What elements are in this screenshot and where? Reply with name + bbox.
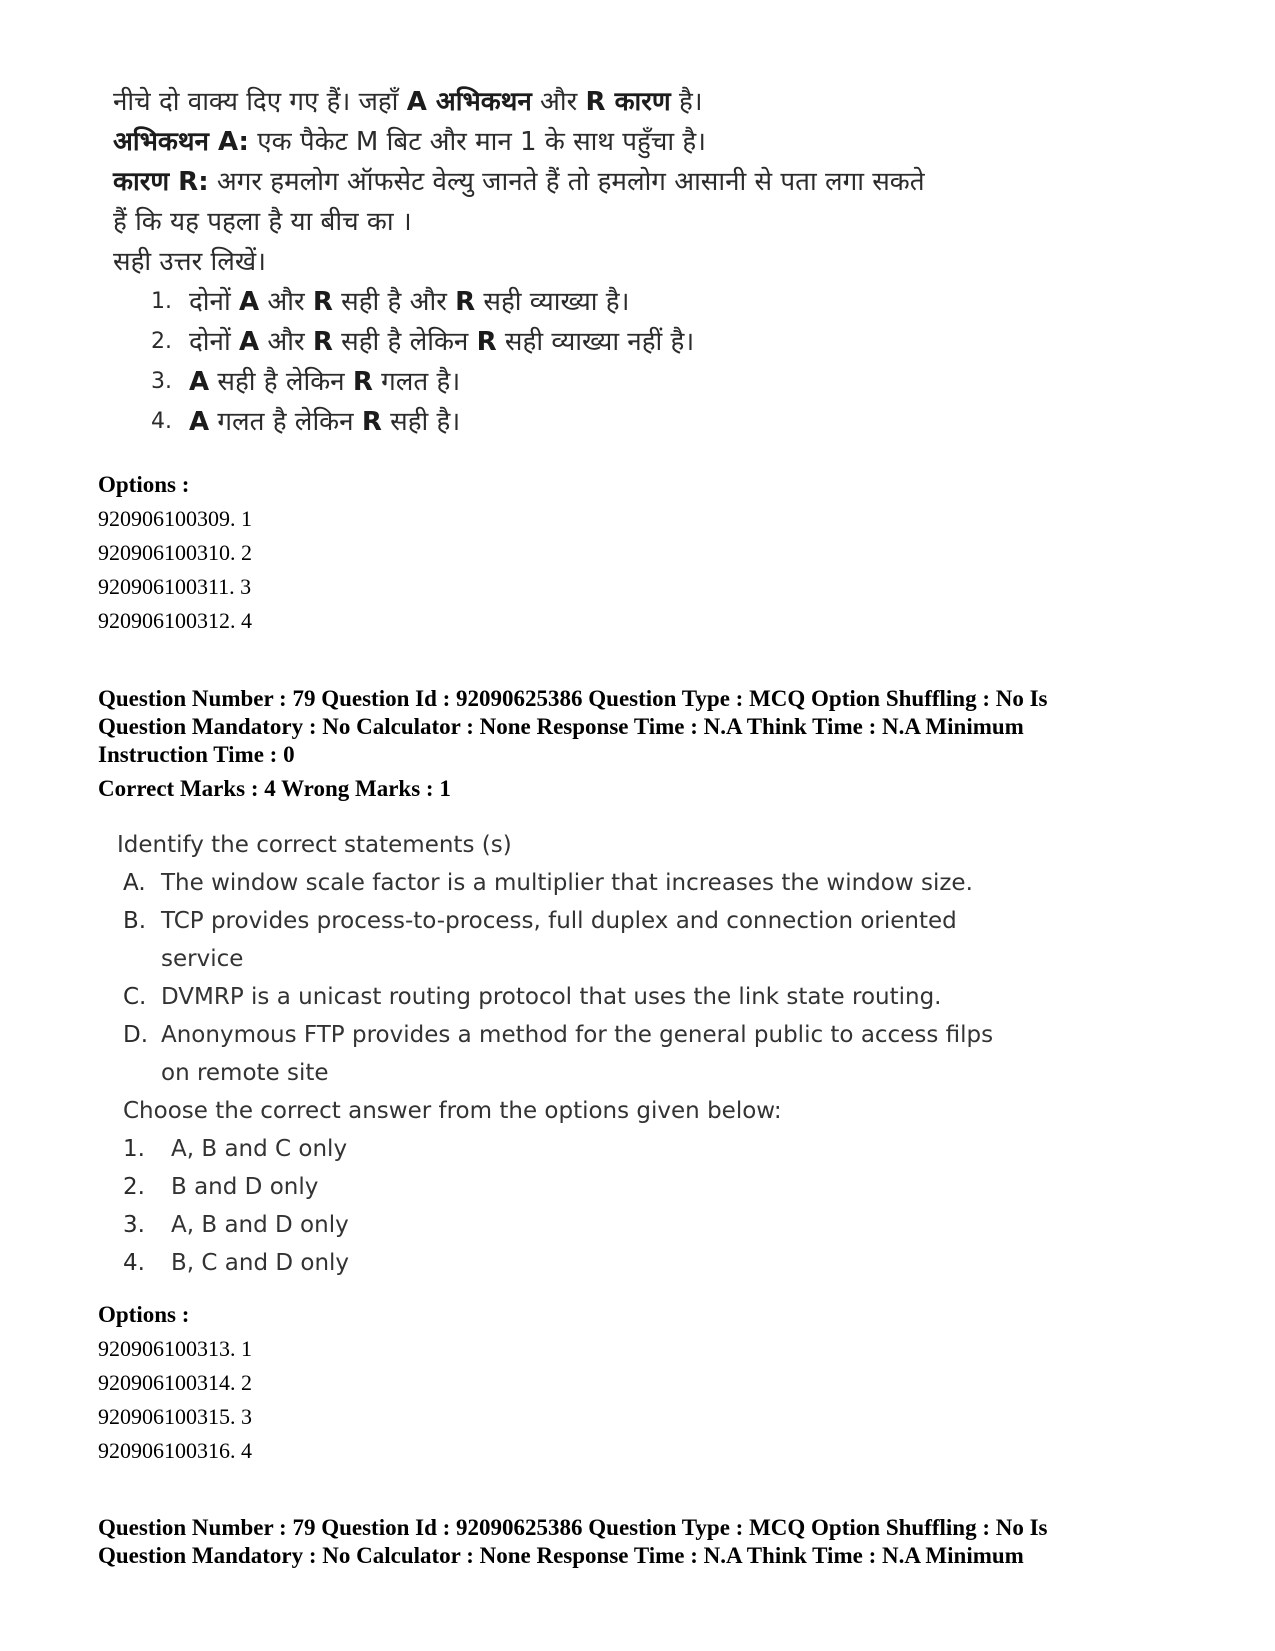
header-line: Question Number : 79 Question Id : 92090625386 Question Type : MCQ Option Shuffling : No Is: [98, 686, 1048, 711]
english-choice: 4. B, C and D only: [123, 1250, 350, 1276]
option-item: 920906100310. 2: [98, 540, 252, 565]
hindi-choice: 1. दोनों A और R सही है और R सही व्याख्या है।: [151, 287, 630, 317]
statement-item: A. The window scale factor is a multiplier that increases the window size.: [123, 870, 973, 896]
assertion-line: अभिकथन A: एक पैकेट M बिट और मान 1 के साथ पहुँचा है।: [113, 127, 707, 157]
option-item: 920906100316. 4: [98, 1438, 252, 1463]
english-choice: 2. B and D only: [123, 1174, 319, 1200]
marks-line: Correct Marks : 4 Wrong Marks : 1: [98, 776, 451, 801]
hindi-choice-list: [113, 282, 925, 442]
english-question-block: [117, 826, 993, 1282]
header-line: Question Mandatory : No Calculator : None Response Time : N.A Think Time : N.A Minimum: [98, 1543, 1024, 1568]
option-item: 920906100311. 3: [98, 574, 252, 599]
option-item: 920906100312. 4: [98, 608, 252, 633]
reason-line: कारण R: अगर हमलोग ऑफसेट वेल्यु जानते हैं तो हमलोग आसानी से पता लगा सकते: [113, 167, 925, 197]
options-title: Options :: [98, 1302, 190, 1327]
reason-line-continued: हैं कि यह पहला है या बीच का ।: [113, 207, 412, 237]
header-line: Question Number : 79 Question Id : 92090625386 Question Type : MCQ Option Shuffling : No Is: [98, 1515, 1048, 1540]
header-line: Question Mandatory : No Calculator : None Response Time : N.A Think Time : N.A Minimum: [98, 714, 1024, 739]
statement-continuation: service: [161, 946, 244, 972]
english-choice: 1. A, B and C only: [123, 1136, 348, 1162]
question-header-next: [98, 1514, 1048, 1570]
english-choice: 3. A, B and D only: [123, 1212, 349, 1238]
option-item: 920906100313. 1: [98, 1336, 252, 1361]
english-choice-list: [117, 1130, 993, 1282]
option-item: 920906100314. 2: [98, 1370, 252, 1395]
options-block-78: [98, 468, 252, 638]
header-line: Instruction Time : 0: [98, 742, 295, 767]
option-item: 920906100309. 1: [98, 506, 252, 531]
hindi-choice: 2. दोनों A और R सही है लेकिन R सही व्याख्या नहीं है।: [151, 327, 695, 357]
hindi-choice: 4. A गलत है लेकिन R सही है।: [151, 407, 461, 437]
question-prompt: Identify the correct statements (s): [117, 832, 512, 858]
statement-item: D. Anonymous FTP provides a method for the general public to access filps: [123, 1022, 994, 1048]
choose-instruction: Choose the correct answer from the options given below:: [123, 1098, 782, 1124]
option-item: 920906100315. 3: [98, 1404, 252, 1429]
statement-item: C. DVMRP is a unicast routing protocol that uses the link state routing.: [123, 984, 942, 1010]
statement-item: B. TCP provides process-to-process, full duplex and connection oriented: [123, 908, 957, 934]
question-header-79: [98, 685, 1048, 803]
options-title: Options :: [98, 472, 190, 497]
statement-list: [117, 864, 993, 1092]
hindi-choice: 3. A सही है लेकिन R गलत है।: [151, 367, 461, 397]
hindi-question-block: [113, 82, 925, 442]
intro-line: नीचे दो वाक्य दिए गए हैं। जहाँ A अभिकथन और R कारण है।: [113, 87, 703, 117]
instruction-line: सही उत्तर लिखें।: [113, 247, 266, 277]
statement-continuation: on remote site: [161, 1060, 329, 1086]
options-block-79: [98, 1298, 252, 1468]
